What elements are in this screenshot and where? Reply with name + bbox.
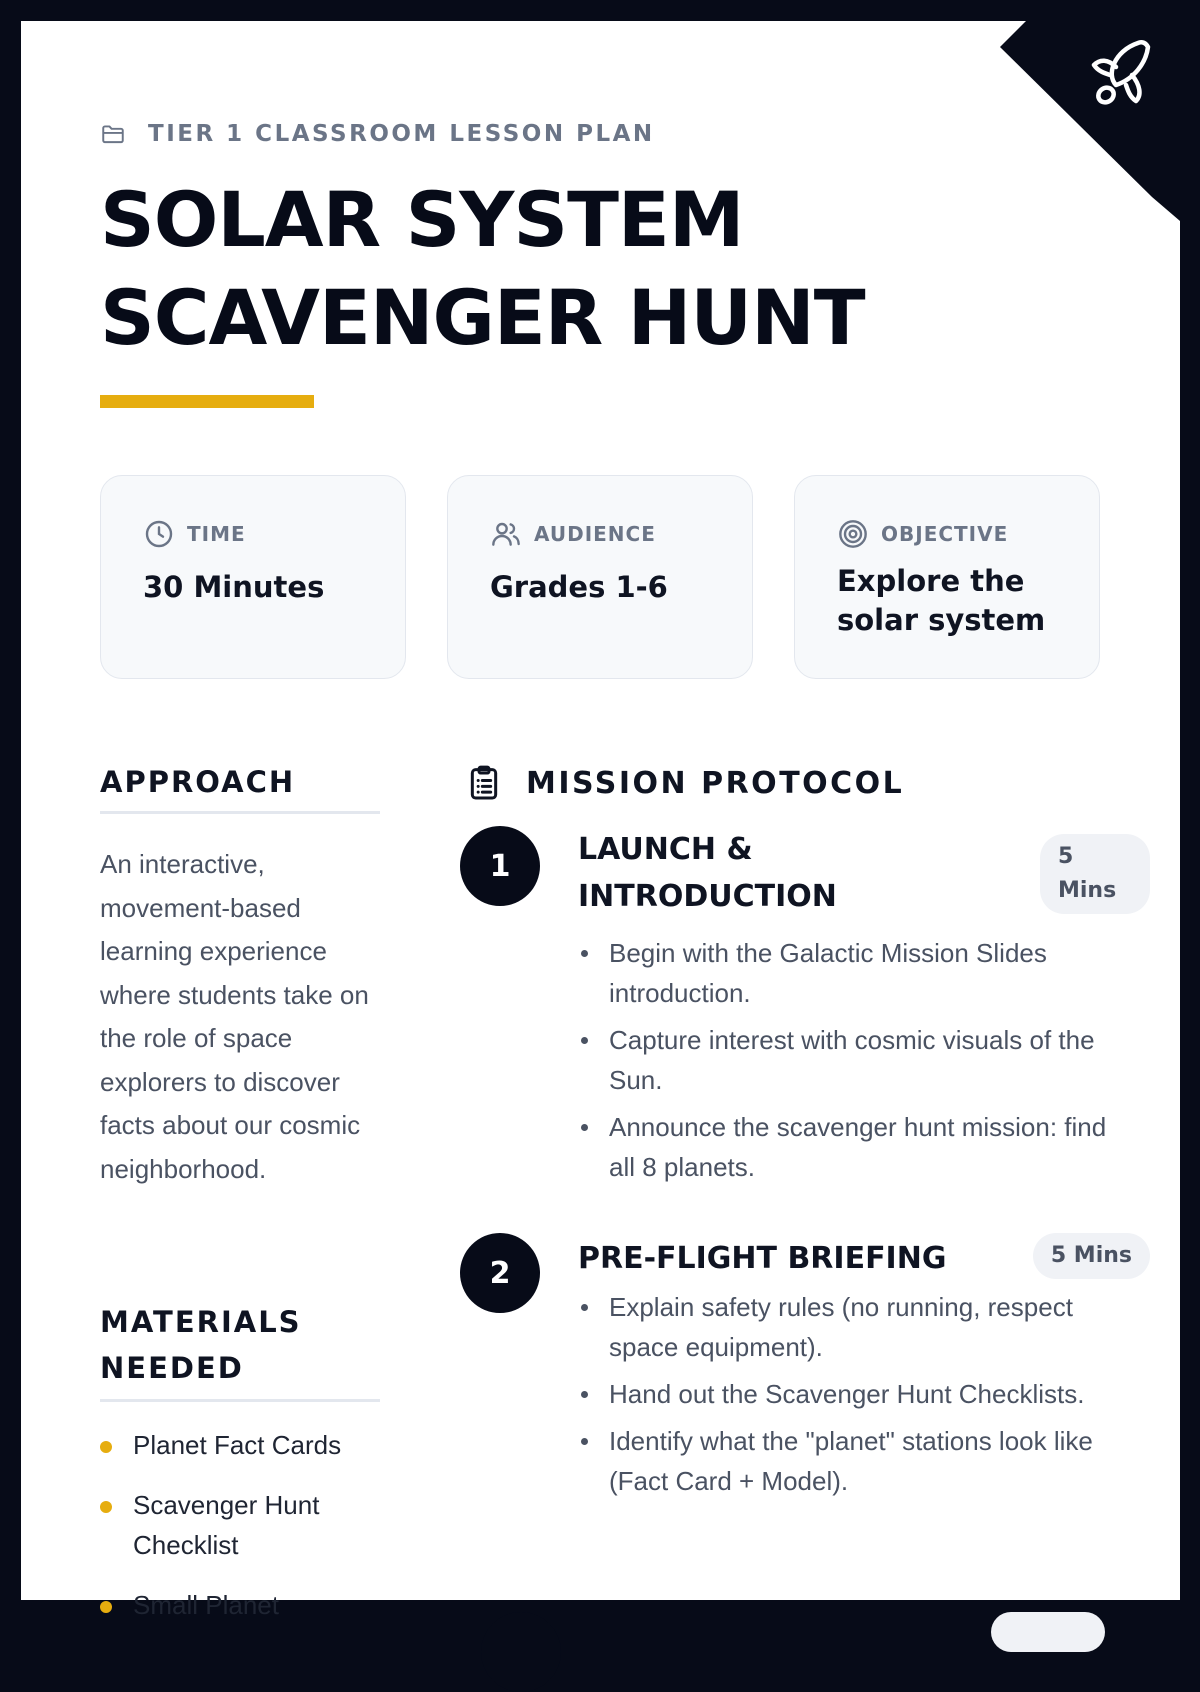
duration-badge: 5 Mins — [1040, 834, 1150, 914]
step-title: LAUNCH & INTRODUCTION — [578, 832, 837, 914]
bullet-dot — [100, 1441, 112, 1453]
materials-list — [100, 1425, 400, 1645]
folder-icon — [100, 121, 126, 147]
title-line-1: SOLAR SYSTEM — [100, 175, 744, 264]
step-title: PRE-FLIGHT BRIEFING — [578, 1241, 947, 1276]
step-number: 1 — [460, 826, 540, 906]
clock-icon — [143, 518, 175, 550]
bullet-dot — [100, 1501, 112, 1513]
corner-banner — [1000, 21, 1180, 221]
title-accent-bar — [100, 395, 314, 408]
protocol-heading: MISSION PROTOCOL — [526, 765, 905, 801]
lesson-plan-kicker — [100, 121, 655, 147]
material-label: Small Planet — [133, 1590, 279, 1620]
stat-value: 30 Minutes — [143, 570, 325, 604]
list-item: Capture interest with cosmic visuals of the Sun. — [609, 1020, 1129, 1100]
list-item — [100, 1585, 400, 1625]
stat-value: Grades 1-6 — [490, 570, 668, 604]
title-line-2: SCAVENGER HUNT — [100, 273, 865, 362]
list-item: Identify what the "planet" stations look like (Fact Card + Model). — [609, 1421, 1129, 1501]
audience-card — [447, 475, 753, 679]
material-label: Scavenger Hunt Checklist — [133, 1490, 320, 1560]
list-item: Explain safety rules (no running, respect space equipment). — [609, 1287, 1129, 1367]
time-card — [100, 475, 406, 679]
approach-heading: APPROACH — [100, 765, 296, 799]
bullet-dot — [100, 1601, 112, 1613]
kicker-text: TIER 1 CLASSROOM LESSON PLAN — [148, 121, 655, 147]
stat-label: OBJECTIVE — [881, 522, 1009, 546]
page-title — [100, 171, 865, 367]
material-label: Planet Fact Cards — [133, 1430, 342, 1460]
target-icon — [837, 518, 869, 550]
divider — [100, 1399, 380, 1402]
step-bullets — [609, 1287, 1129, 1508]
clipboard-list-icon — [464, 763, 504, 803]
stat-value: Explore the solar system — [837, 564, 1046, 637]
list-item — [100, 1425, 400, 1465]
step-bullets — [609, 933, 1129, 1194]
list-item: Hand out the Scavenger Hunt Checklists. — [609, 1374, 1129, 1414]
step-3-badge-partial — [991, 1612, 1105, 1652]
list-item: Begin with the Galactic Mission Slides introduction. — [609, 933, 1129, 1013]
list-item — [100, 1485, 400, 1565]
stat-label: TIME — [187, 522, 246, 546]
users-icon — [490, 518, 522, 550]
materials-heading: MATERIALS NEEDED — [100, 1305, 302, 1385]
divider — [100, 811, 380, 814]
duration-badge: 5 Mins — [1033, 1233, 1150, 1279]
stat-label: AUDIENCE — [534, 522, 656, 546]
objective-card — [794, 475, 1100, 679]
list-item: Announce the scavenger hunt mission: find all 8 planets. — [609, 1107, 1129, 1187]
approach-text: An interactive, movement-based learning experience where students take on the role of space explorers to discover facts about our cosmic neighborhood. — [100, 849, 369, 1184]
lesson-plan-sheet — [21, 21, 1180, 1620]
step-number: 2 — [460, 1233, 540, 1313]
step-3-number-partial — [481, 1612, 561, 1692]
protocol-header — [464, 763, 904, 803]
